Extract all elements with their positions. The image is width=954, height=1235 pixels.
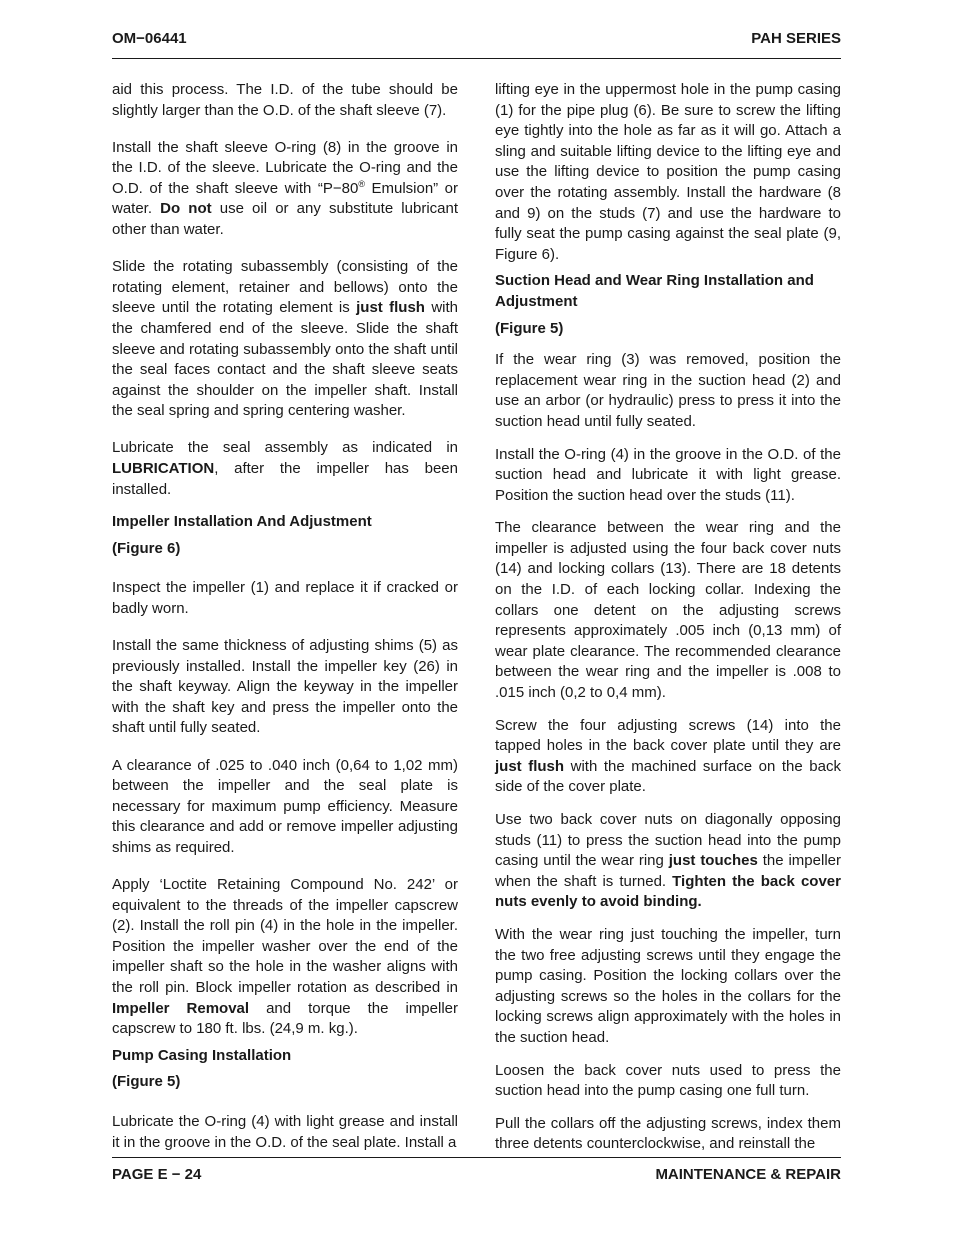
paragraph: Loosen the back cover nuts used to press the suction head into the pump casing one full turn. <box>495 1061 841 1100</box>
paragraph: Lubricate the seal assembly as indicated in LUBRICATION, after the impeller has been installed. <box>112 439 458 498</box>
paragraph: Pull the collars off the adjusting screws, index them three detents counterclockwise, and reinstall the <box>495 1114 841 1153</box>
paragraph: Lubricate the O-ring (4) with light grease and install it in the groove in the O.D. of the seal plate. Install a <box>112 1112 458 1151</box>
right-column <box>495 80 841 1171</box>
series-title: PAH SERIES <box>751 30 841 47</box>
paragraph: Install the O-ring (4) in the groove in the O.D. of the suction head and lubricate it with light grease. Position the suction head over the studs (11). <box>495 445 841 504</box>
document-number: OM−06441 <box>112 30 187 47</box>
paragraph: Slide the rotating subassembly (consisting of the rotating element, retainer and bellows) onto the sleeve until the rotating element is just flush with the chamfered end of the sleeve. Slide the shaft sleeve and rotating subassembly onto the shaft until the seal faces contact and the shaft sleeve seats against the shoulder on the impeller shaft. Install the seal spring and spring centering washer. <box>112 258 459 420</box>
registered-mark: ® <box>358 178 365 189</box>
paragraph: aid this process. The I.D. of the tube should be slightly larger than the O.D. of the shaft sleeve (7). <box>112 81 458 119</box>
paragraph: Apply ‘Loctite Retaining Compound No. 242’ or equivalent to the threads of the impeller capscrew (2). Install the roll pin (4) in the hole in the impeller. Position the impeller washer over the end of the impeller shaft so the hole in the washer aligns with the roll pin. Block impeller rotation as described in Impeller Removal and torque the impeller capscrew to 180 ft. lbs. (24,9 m. kg.). <box>112 876 458 1038</box>
paragraph: The clearance between the wear ring and the impeller is adjusted using the four back cover nuts (14) and locking collars (13). There are 18 detents on the I.D. of each locking collar. Indexing the collars one detent on the adjusting screws represents approximately .005 inch (0,13 mm) of wear plate clearance. The recommended clearance between the wear ring and the impeller is .008 to .015 inch (0,2 to 0,4 mm). <box>495 519 841 702</box>
paragraph: Use two back cover nuts on diagonally opposing studs (11) to press the suction head into the pump casing until the wear ring just touches the impeller when the shaft is turned. Tighten the back cover nuts evenly to avoid binding. <box>495 811 841 911</box>
figure-reference: (Figure 5) <box>112 1073 181 1091</box>
paragraph: A clearance of .025 to .040 inch (0,64 to 1,02 mm) between the impeller and the seal plate is necessary for maximum pump efficiency. Measure this clearance and add or remove impeller adjusting shims as required. <box>112 756 458 856</box>
paragraph: With the wear ring just touching the impeller, turn the two free adjusting screws until they engage the pump casing. Position the locking collars over the adjusting screws so the holes in the collars for the locking screws align approximately with the holes in the suction head. <box>495 925 841 1046</box>
section-heading-impeller: Impeller Installation And Adjustment <box>112 513 372 531</box>
paragraph: Install the shaft sleeve O-ring (8) in the groove in the I.D. of the sleeve. Lubricate the O-ring and the O.D. of the shaft sleeve with “P−80® Emulsion” or water. Do not use oil or any substitute lubricant other than water. <box>112 138 459 239</box>
paragraph: Install the same thickness of adjusting shims (5) as previously installed. Install the impeller key (26) in the shaft keyway. Align the keyway in the impeller with the shaft key and press the impeller onto the shaft until fully seated. <box>112 637 458 737</box>
page-number: PAGE E − 24 <box>112 1166 202 1183</box>
left-column <box>112 80 458 1170</box>
paragraph: Screw the four adjusting screws (14) into the tapped holes in the back cover plate until they are just flush with the machined surface on the back side of the cover plate. <box>495 716 841 796</box>
section-heading-suction: Suction Head and Wear Ring Installation and Adjustment <box>495 272 814 310</box>
paragraph: lifting eye in the uppermost hole in the pump casing (1) for the pipe plug (6). Be sure to screw the lifting eye tightly into the hole as far as it will go. Attach a sling and suitable lifting device to the lifting eye and use the lifting device to position the pump casing over the rotating assembly. Install the hardware (8 and 9) on the studs (7) and use the hardware to fully seat the pump casing against the seal plate (9, Figure 6). <box>495 81 841 263</box>
section-title: MAINTENANCE & REPAIR <box>655 1166 841 1183</box>
figure-reference: (Figure 5) <box>495 319 564 337</box>
footer-rule <box>112 1157 841 1158</box>
header-rule <box>112 58 841 59</box>
paragraph: If the wear ring (3) was removed, position the replacement wear ring in the suction head (2) and use an arbor (or hydraulic) press to press it into the suction head until fully seated. <box>495 351 841 430</box>
paragraph: Inspect the impeller (1) and replace it if cracked or badly worn. <box>112 579 458 617</box>
figure-reference: (Figure 6) <box>112 539 181 557</box>
section-heading-casing: Pump Casing Installation <box>112 1046 292 1064</box>
